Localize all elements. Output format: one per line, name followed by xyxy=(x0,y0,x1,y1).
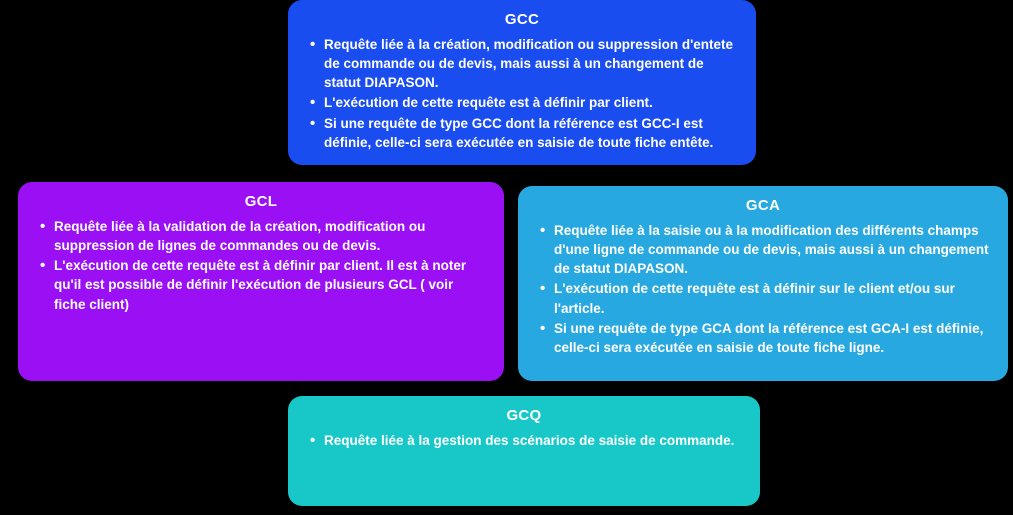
card-gcl xyxy=(18,182,504,381)
card-gcc-bullets xyxy=(302,35,742,152)
card-gcl-bullets xyxy=(32,217,490,314)
list-item: • Requête liée à la gestion des scénarios de saisie de commande. xyxy=(324,431,742,450)
card-gca xyxy=(518,186,1008,381)
list-item: • Si une requête de type GCA dont la référence est GCA-I est définie, celle-ci sera exécutée en saisie de toute fiche ligne. xyxy=(554,319,990,357)
card-gcq xyxy=(288,396,760,506)
list-item: • L'exécution de cette requête est à définir sur le client et/ou sur l'article. xyxy=(554,279,990,317)
card-gcq-bullets xyxy=(302,431,746,450)
list-item: • L'exécution de cette requête est à définir par client. Il est à noter qu'il est possible de définir l'exécution de plusieurs GCL ( voir fiche client) xyxy=(54,256,486,313)
list-item: • Requête liée à la création, modification ou suppression d'entete de commande ou de devis, mais aussi à un changement de statut DIAPASON. xyxy=(324,35,738,92)
card-gca-title: GCA xyxy=(745,197,781,214)
card-gcc xyxy=(288,0,756,165)
list-item: • Si une requête de type GCC dont la référence est GCC-I est définie, celle-ci sera exécutée en saisie de toute fiche entête. xyxy=(324,114,738,152)
card-gcl-title: GCL xyxy=(244,193,278,210)
card-gca-bullets xyxy=(532,221,994,357)
card-gcq-title: GCQ xyxy=(506,407,542,424)
list-item: • L'exécution de cette requête est à définir par client. xyxy=(324,93,738,112)
list-item: • Requête liée à la validation de la création, modification ou suppression de lignes de commandes ou de devis. xyxy=(54,217,486,255)
list-item: • Requête liée à la saisie ou à la modification des différents champs d'une ligne de commande ou de devis, mais aussi à un changement de statut DIAPASON. xyxy=(554,221,990,278)
card-gcc-title: GCC xyxy=(504,11,540,28)
